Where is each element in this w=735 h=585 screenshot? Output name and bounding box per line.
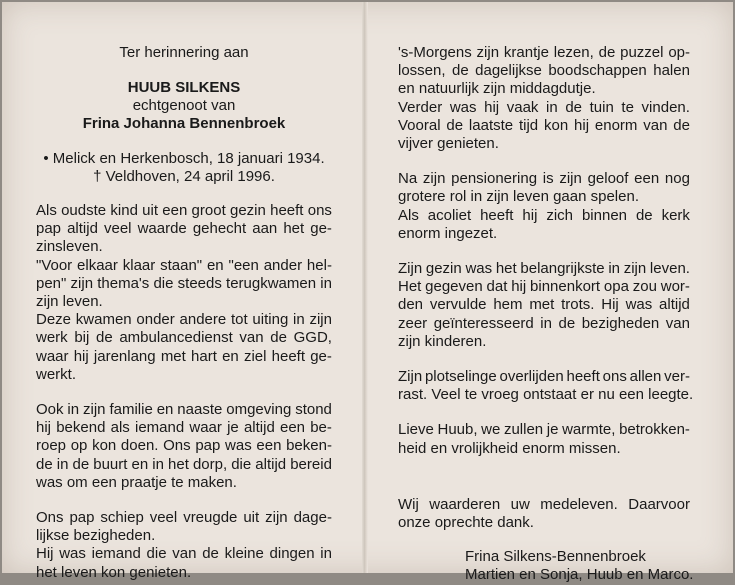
text-line: vijver genieten. <box>398 135 499 153</box>
text-line: Lieve Huub, we zullen je warmte, betrokken- <box>398 421 690 439</box>
text-line: Ook in zijn familie en naaste omgeving stond <box>36 401 332 419</box>
text-line: Hij was iemand die van de kleine dingen in <box>36 545 332 563</box>
right-paragraph <box>398 170 690 243</box>
text-line: werkt. <box>36 365 77 383</box>
left-page <box>36 44 332 582</box>
text-line: Na zijn pensionering is zijn geloof een nog <box>398 170 690 188</box>
text-line: lijkse bezigheden. <box>36 527 156 545</box>
text-line: Als oudste kind uit een groot gezin heeft ons <box>36 202 332 220</box>
text-line: heid en vrolijkheid enorm missen. <box>398 439 621 457</box>
signature-line: Frina Silkens-Bennenbroek <box>465 548 646 566</box>
text-line: Het gegeven dat hij binnenkort opa zou wor- <box>398 278 690 296</box>
text-line: zeer geïnteresseerd in de bezigheden van <box>398 314 690 332</box>
text-line: enorm ingezet. <box>398 224 498 242</box>
intro-text: Ter herinnering aan <box>119 44 249 61</box>
text-line: Als acoliet heeft hij zich binnen de kerk <box>398 206 690 224</box>
text-line: roep op kon doen. Ons pap was een beken- <box>36 437 332 455</box>
text-line: het leven kon genieten. <box>36 563 192 581</box>
left-paragraph <box>36 509 332 582</box>
text-line: Deze kwamen onder andere tot uiting in zijn <box>36 311 332 329</box>
signature <box>398 548 694 584</box>
memorial-card <box>2 2 733 584</box>
deceased-name: HUUB SILKENS <box>127 79 241 96</box>
relation-text: echtgenoot van <box>132 97 236 115</box>
text-line: zijn leven. <box>36 293 103 311</box>
right-page <box>398 44 694 585</box>
text-line: rast. Veel te vroeg ontstaat er nu een leegte. <box>398 386 694 404</box>
text-line: pap altijd veel waarde gehecht aan het ge- <box>36 220 332 238</box>
right-paragraph <box>398 368 694 404</box>
left-paragraph <box>36 202 332 384</box>
text-line: Wij waarderen uw medeleven. Daarvoor <box>398 495 690 513</box>
birth-line: • Melick en Herkenbosch, 18 januari 1934. <box>43 149 325 167</box>
text-line: den vervulde hem met trots. Hij was altijd <box>398 296 690 314</box>
text-line: 's-Morgens zijn krantje lezen, de puzzel op- <box>398 44 690 61</box>
text-line: pen" zijn thema's die steeds terugkwamen in <box>36 274 332 292</box>
spouse-name: Frina Johanna Bennenbroek <box>82 115 286 133</box>
right-paragraph <box>398 260 690 351</box>
right-paragraph <box>398 421 690 457</box>
text-line: zinsleven. <box>36 238 103 256</box>
text-line: Zijn gezin was het belangrijkste in zijn leven. <box>398 260 690 278</box>
text-line: Ons pap schiep veel vreugde uit zijn dage- <box>36 509 332 527</box>
text-line: was om een praatje te maken. <box>36 473 237 491</box>
text-line: grotere rol in zijn leven gaan spelen. <box>398 188 639 206</box>
text-line: onze oprechte dank. <box>398 514 534 532</box>
text-line: Verder was hij vaak in de tuin te vinden. <box>398 98 690 116</box>
card-fold <box>362 2 368 573</box>
text-line: lossen, de dagelijkse boodschappen halen <box>398 62 690 80</box>
death-line: † Veldhoven, 24 april 1996. <box>93 167 275 185</box>
text-line: de in de buurt en in het dorp, die altijd bereid <box>36 455 332 473</box>
text-line: zijn kinderen. <box>398 332 487 350</box>
signature-line: Martien en Sonja, Huub en Marco. <box>465 566 694 584</box>
text-line: Vooral de laatste tijd kon hij enorm van de <box>398 116 690 134</box>
text-line: hij bekend als iemand waar je altijd een be- <box>36 419 332 437</box>
left-paragraph <box>36 401 332 492</box>
text-line: en natuurlijk zijn middagdutje. <box>398 80 596 98</box>
text-line: waar hij jarenlang met hart en ziel heeft ge- <box>36 347 332 365</box>
thanks-paragraph <box>398 496 690 532</box>
right-paragraph <box>398 44 690 153</box>
text-line: Zijn plotselinge overlijden heeft ons allen ver- <box>398 368 690 386</box>
text-line: "Voor elkaar klaar staan" en "een ander hel- <box>36 256 332 274</box>
text-line: werk bij de ambulancedienst van de GGD, <box>36 329 332 347</box>
